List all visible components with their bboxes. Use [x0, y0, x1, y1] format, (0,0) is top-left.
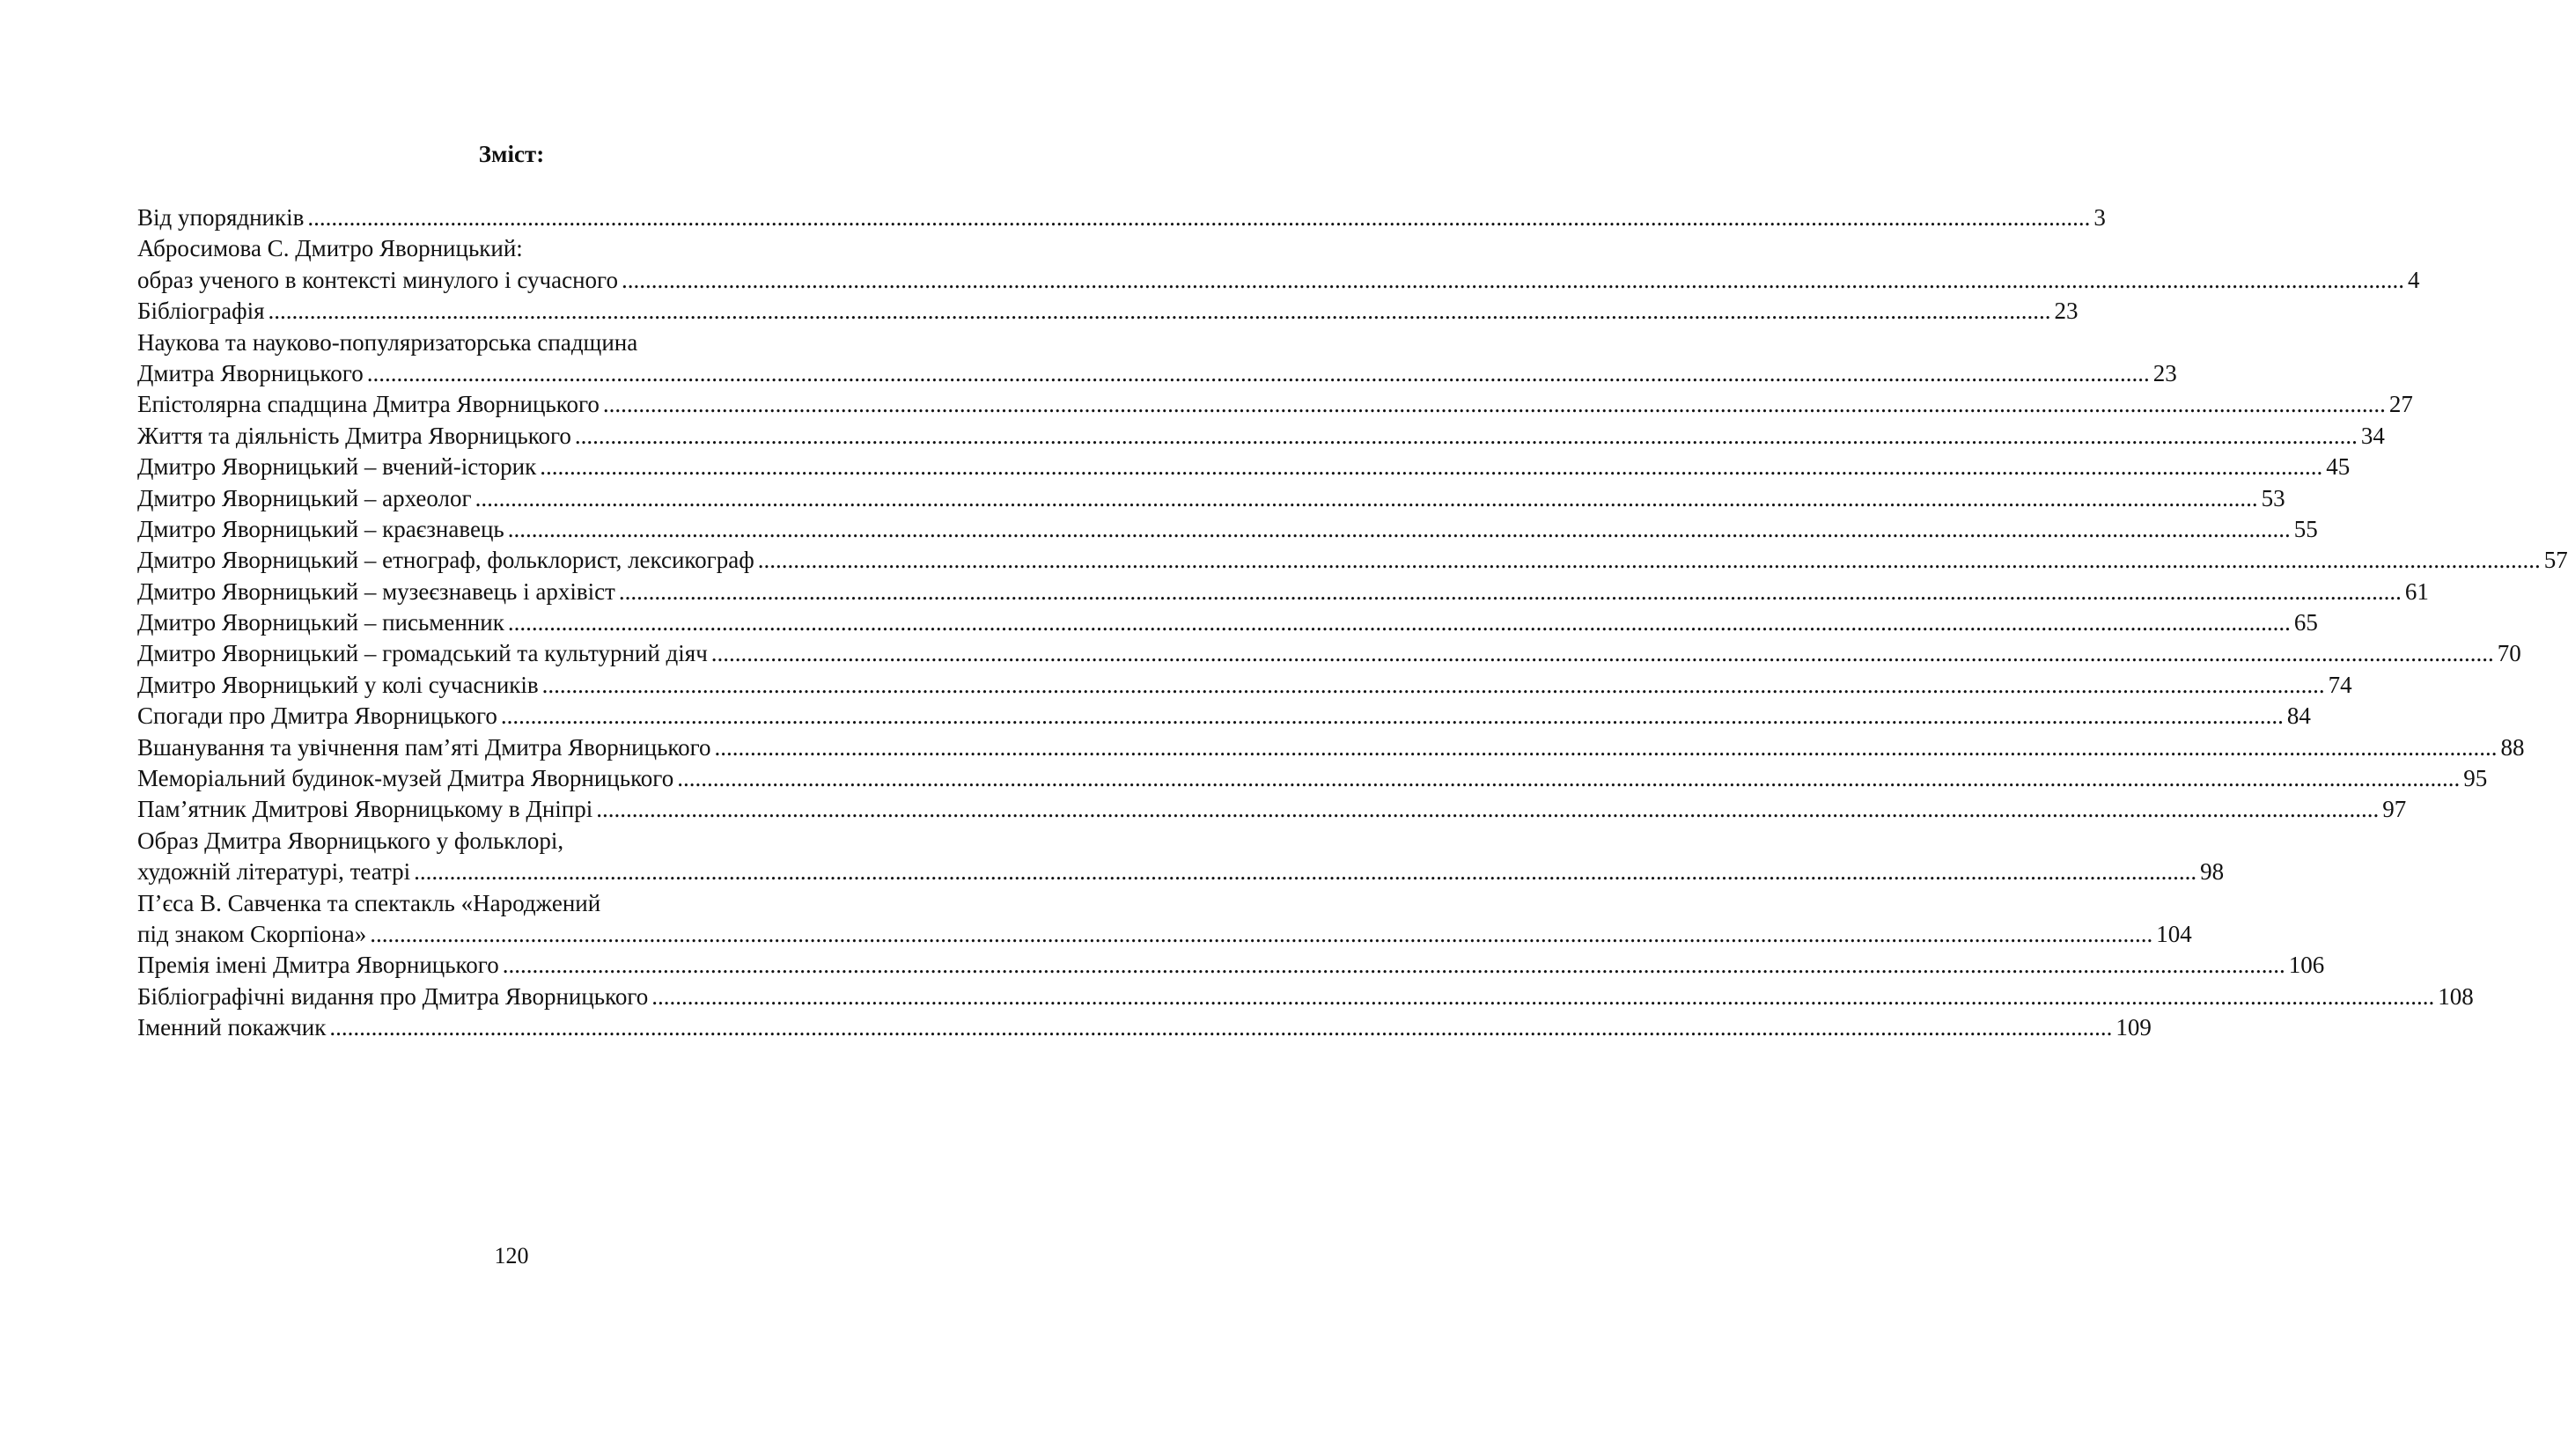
toc-leader-dots: ............................................................................................................................................................................................................................................................................................................	[507, 609, 2291, 636]
toc-leader-dots: ............................................................................................................................................................................................................................................................................................................	[677, 765, 2461, 792]
toc-entry-title: Меморіальний будинок-музей Дмитра Яворницького	[137, 765, 674, 792]
toc-leader-dots: ............................................................................................................................................................................................................................................................................................................	[502, 952, 2285, 979]
toc-entry-title: Дмитро Яворницький – музеєзнавець і архівіст	[137, 577, 615, 605]
toc-entry-line	[137, 421, 2385, 452]
toc-entry	[137, 452, 2351, 482]
toc-entry-title: Іменний покажчик	[137, 1014, 327, 1041]
toc-entry-line	[137, 327, 884, 358]
toc-entry	[137, 732, 2525, 763]
toc-entry-title: Дмитро Яворницький – краєзнавець	[137, 515, 504, 542]
toc-entry-line	[137, 389, 2413, 420]
toc-entry	[137, 327, 2177, 390]
toc-entry	[137, 763, 2488, 794]
toc-entry-page: 70	[2497, 640, 2521, 667]
toc-leader-dots: ............................................................................................................................................................................................................................................................................................................	[618, 577, 2402, 605]
toc-entry	[137, 950, 2325, 981]
toc-leader-dots: ............................................................................................................................................................................................................................................................................................................	[500, 702, 2284, 730]
toc-entry	[137, 670, 2352, 701]
table-of-contents	[137, 202, 2568, 1044]
toc-entry-line	[137, 919, 2192, 950]
toc-entry-page: 53	[2261, 484, 2285, 511]
toc-leader-dots: ............................................................................................................................................................................................................................................................................................................	[757, 547, 2541, 574]
toc-entry-line	[137, 483, 2285, 514]
toc-entry-line	[137, 265, 2420, 296]
toc-entry	[137, 794, 2407, 825]
toc-entry-page: 34	[2360, 422, 2385, 449]
toc-entry-line	[137, 514, 2318, 545]
toc-entry	[137, 607, 2318, 638]
toc-entry-title: Дмитро Яворницький – археолог	[137, 484, 472, 511]
toc-entry	[137, 826, 2225, 888]
toc-leader-dots: ............................................................................................................................................................................................................................................................................................................	[414, 858, 2197, 886]
toc-entry-title: Спогади про Дмитра Яворницького	[137, 702, 497, 730]
toc-entry	[137, 701, 2311, 732]
toc-entry-page: 74	[2328, 671, 2352, 698]
toc-leader-dots: ............................................................................................................................................................................................................................................................................................................	[366, 359, 2150, 386]
toc-entry-title: Епістолярна спадщина Дмитра Яворницького	[137, 391, 600, 418]
toc-entry	[137, 483, 2285, 514]
toc-leader-dots: ............................................................................................................................................................................................................................................................................................................	[574, 422, 2358, 449]
toc-entry-title: художній літературі, театрі	[137, 858, 411, 886]
toc-entry-page: 27	[2388, 391, 2413, 418]
toc-entry-title: Премія імені Дмитра Яворницького	[137, 952, 499, 979]
toc-leader-dots: ............................................................................................................................................................................................................................................................................................................	[621, 266, 2404, 293]
toc-entry-title: Дмитро Яворницький – письменник	[137, 609, 504, 636]
toc-entry-title: Бібліографічні видання про Дмитра Яворницького	[137, 982, 649, 1010]
toc-entry-line	[137, 826, 884, 857]
toc-entry-page: 84	[2286, 702, 2311, 730]
toc-entry	[137, 389, 2413, 420]
toc-leader-dots: ............................................................................................................................................................................................................................................................................................................	[541, 671, 2325, 698]
toc-entry	[137, 421, 2385, 452]
toc-entry-page: 106	[2288, 952, 2325, 979]
toc-entry-page: 23	[2054, 298, 2079, 325]
toc-entry-page: 55	[2293, 515, 2318, 542]
toc-entry	[137, 202, 2106, 233]
toc-entry	[137, 888, 2192, 951]
toc-entry-title: Дмитро Яворницький – етнограф, фольклорист, лексикограф	[137, 547, 754, 574]
toc-entry-line	[137, 233, 884, 264]
toc-entry-title: Наукова та науково-популяризаторська спадщина	[137, 328, 638, 356]
toc-entry	[137, 233, 2420, 296]
toc-entry-line	[137, 982, 2474, 1012]
toc-entry-line	[137, 577, 2429, 607]
toc-entry-page: 109	[2115, 1014, 2152, 1041]
toc-entry-page: 98	[2200, 858, 2225, 886]
toc-entry-page: 57	[2543, 547, 2568, 574]
toc-entry-line	[137, 670, 2352, 701]
toc-entry-title: Від упорядників	[137, 204, 305, 231]
toc-entry-title: Вшанування та увічнення пам’яті Дмитра Яворницького	[137, 733, 711, 761]
toc-entry-page: 61	[2404, 577, 2429, 605]
toc-entry-page: 97	[2382, 796, 2407, 823]
toc-entry	[137, 514, 2318, 545]
toc-entry	[137, 1012, 2152, 1043]
toc-entry	[137, 545, 2568, 576]
toc-entry-line	[137, 763, 2488, 794]
toc-entry-title: Дмитро Яворницький – громадський та культурний діяч	[137, 640, 708, 667]
toc-entry-title: Пам’ятник Дмитрові Яворницькому в Дніпрі	[137, 796, 593, 823]
toc-entry-line	[137, 452, 2351, 482]
toc-entry-line	[137, 638, 2521, 669]
toc-leader-dots: ............................................................................................................................................................................................................................................................................................................	[710, 640, 2494, 667]
toc-entry-title: Бібліографія	[137, 298, 265, 325]
toc-entry-line	[137, 888, 884, 919]
toc-leader-dots: ............................................................................................................................................................................................................................................................................................................	[714, 733, 2498, 761]
toc-entry-title: Життя та діяльність Дмитра Яворницького	[137, 422, 571, 449]
toc-entry-page: 65	[2293, 609, 2318, 636]
toc-entry-page: 4	[2407, 266, 2420, 293]
toc-entry-page: 45	[2326, 453, 2351, 481]
toc-entry-page: 88	[2500, 733, 2525, 761]
page-number: 120	[494, 1243, 529, 1268]
toc-entry-page: 104	[2156, 920, 2192, 947]
toc-entry	[137, 638, 2521, 669]
toc-leader-dots: ............................................................................................................................................................................................................................................................................................................	[596, 796, 2380, 823]
toc-entry-page: 23	[2152, 359, 2177, 386]
toc-entry	[137, 577, 2429, 607]
toc-leader-dots: ............................................................................................................................................................................................................................................................................................................	[602, 391, 2386, 418]
toc-entry-line	[137, 794, 2407, 825]
toc-entry-line	[137, 857, 2225, 887]
toc-leader-dots: ............................................................................................................................................................................................................................................................................................................	[268, 298, 2051, 325]
toc-entry-title: Образ Дмитра Яворницького у фольклорі,	[137, 827, 564, 854]
toc-entry-title: під знаком Скорпіона»	[137, 920, 367, 947]
toc-entry-title: Дмитро Яворницький у колі сучасників	[137, 671, 539, 698]
toc-leader-dots: ............................................................................................................................................................................................................................................................................................................	[307, 204, 2091, 231]
toc-leader-dots: ............................................................................................................................................................................................................................................................................................................	[651, 982, 2435, 1010]
toc-entry-title: Дмитро Яворницький – вчений-історик	[137, 453, 537, 481]
toc-entry-line	[137, 358, 2177, 389]
toc-entry-title: образ ученого в контексті минулого і сучасного	[137, 266, 618, 293]
toc-entry-line	[137, 607, 2318, 638]
toc-entry	[137, 982, 2474, 1012]
toc-leader-dots: ............................................................................................................................................................................................................................................................................................................	[475, 484, 2258, 511]
toc-leader-dots: ............................................................................................................................................................................................................................................................................................................	[329, 1014, 2113, 1041]
page-title: Зміст:	[478, 141, 545, 167]
toc-entry	[137, 296, 2079, 327]
toc-leader-dots: ............................................................................................................................................................................................................................................................................................................	[540, 453, 2323, 481]
toc-entry-line	[137, 701, 2311, 732]
toc-entry-page: 108	[2438, 982, 2474, 1010]
toc-entry-line	[137, 732, 2525, 763]
toc-entry-line	[137, 950, 2325, 981]
toc-entry-title: Абросимова С. Дмитро Яворницький:	[137, 235, 523, 262]
toc-entry-page: 95	[2463, 765, 2488, 792]
toc-entry-line	[137, 296, 2079, 327]
toc-entry-line	[137, 202, 2106, 233]
toc-entry-page: 3	[2093, 204, 2106, 231]
toc-leader-dots: ............................................................................................................................................................................................................................................................................................................	[370, 920, 2153, 947]
toc-entry-line	[137, 1012, 2152, 1043]
toc-entry-line	[137, 545, 2568, 576]
toc-entry-title: Дмитра Яворницького	[137, 359, 364, 386]
toc-entry-title: П’єса В. Савченка та спектакль «Народжений	[137, 889, 601, 916]
toc-leader-dots: ............................................................................................................................................................................................................................................................................................................	[507, 515, 2291, 542]
